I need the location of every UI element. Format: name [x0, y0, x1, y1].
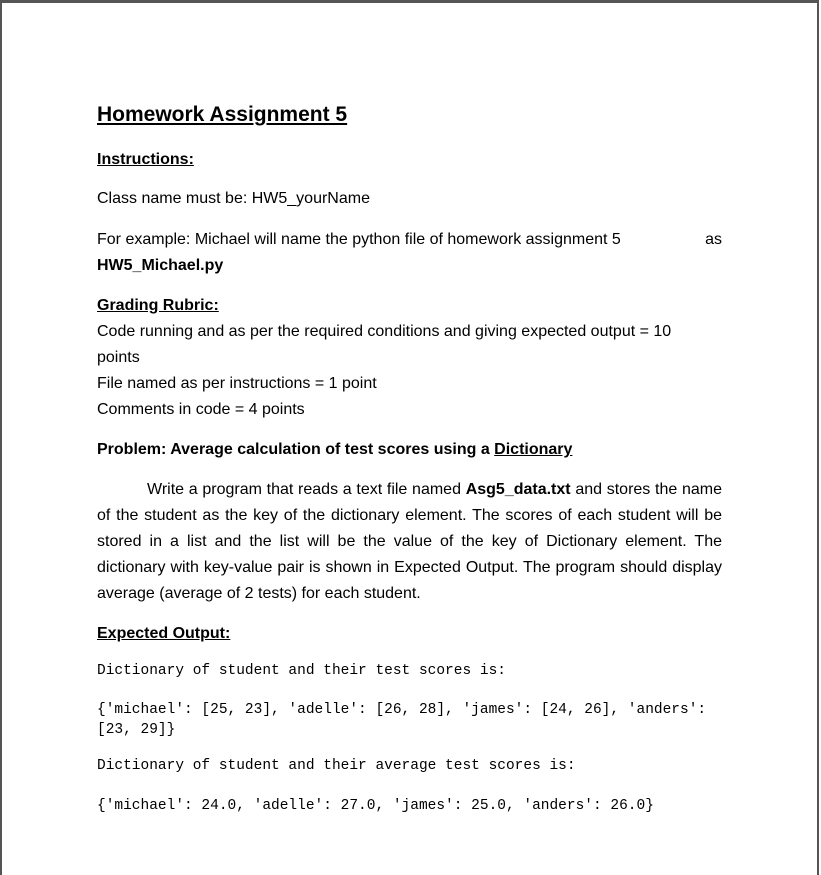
example-filename: HW5_Michael.py: [97, 257, 224, 274]
output-line: {'michael': [25, 23], 'adelle': [26, 28], 'james': [24, 26], 'anders':: [97, 702, 707, 718]
problem-description: [97, 477, 722, 607]
dictionary-link[interactable]: Dictionary: [494, 441, 573, 458]
problem-desc-post: and stores the name of the student as the key of the dictionary element. The scores of each student will be stored in a list and the list will be the value of the key of Dictionary element. The dictionary with key-value pair is shown in Expected Output. The program should display average (average of 2 tests) for each student.: [97, 481, 722, 602]
example-as-text: as: [705, 231, 722, 248]
instructions-heading: Instructions:: [97, 151, 194, 168]
page-title: Homework Assignment 5: [97, 103, 348, 126]
rubric-item: File named as per instructions = 1 point: [97, 375, 377, 392]
expected-output-heading: Expected Output:: [97, 625, 231, 642]
output-line: [23, 29]}: [97, 722, 176, 738]
rubric-item: Comments in code = 4 points: [97, 401, 305, 418]
class-name-text: Class name must be: HW5_yourName: [97, 190, 370, 207]
rubric-item: points: [97, 349, 140, 366]
output-line: {'michael': 24.0, 'adelle': 27.0, 'james': 25.0, 'anders': 26.0}: [97, 798, 654, 814]
problem-heading: [97, 441, 572, 459]
output-line: Dictionary of student and their average test scores is:: [97, 758, 576, 774]
example-text: For example: Michael will name the python file of homework assignment 5: [97, 231, 621, 248]
rubric-heading: Grading Rubric:: [97, 297, 219, 314]
rubric-item: Code running and as per the required conditions and giving expected output = 10: [97, 323, 672, 340]
problem-label: Problem: Average calculation of test scores using a: [97, 441, 490, 458]
problem-desc-pre: Write a program that reads a text file named: [147, 481, 461, 498]
example-line: [97, 231, 722, 249]
data-filename: Asg5_data.txt: [465, 481, 571, 498]
output-line: Dictionary of student and their test scores is:: [97, 663, 506, 679]
